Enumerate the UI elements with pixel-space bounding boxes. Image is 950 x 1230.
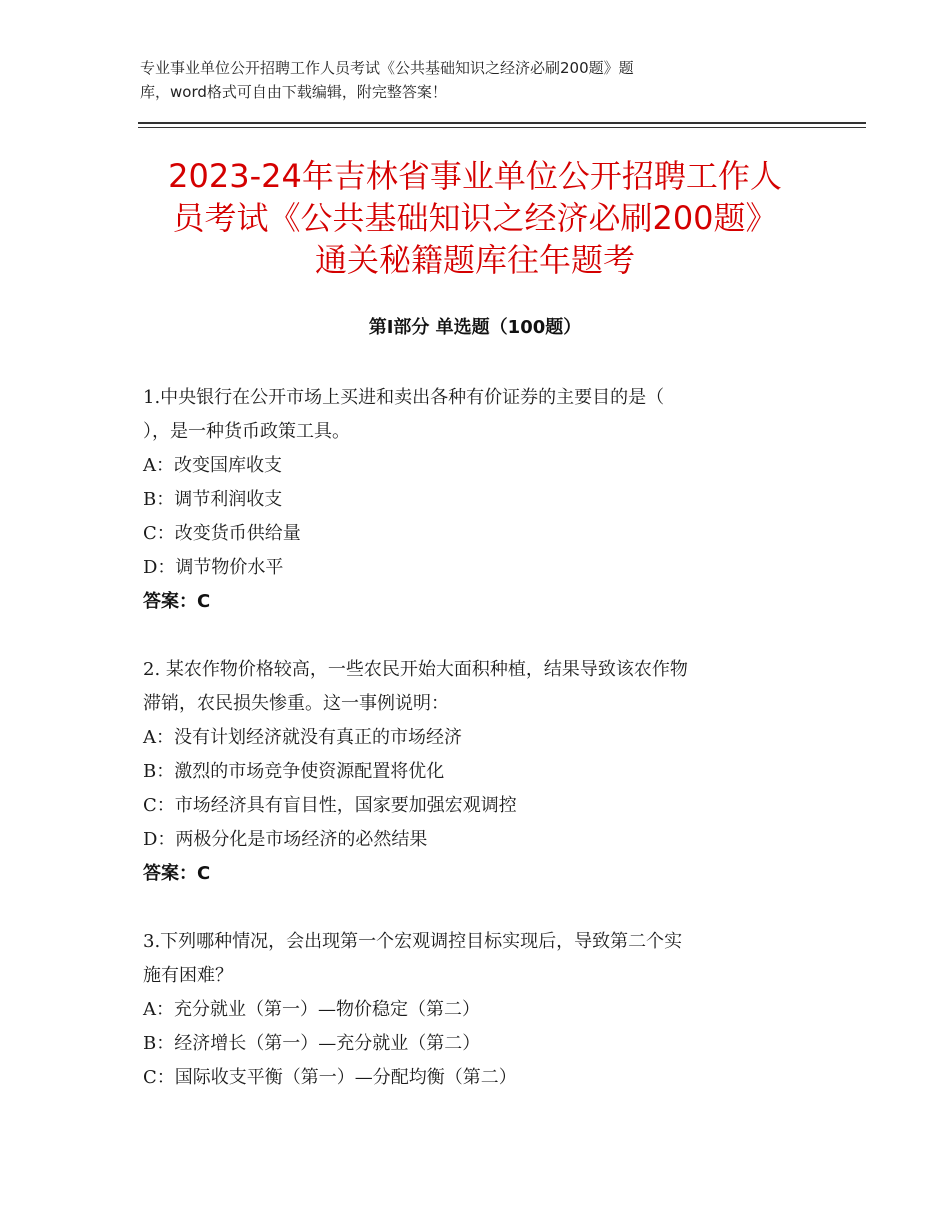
option-b: B：经济增长（第一）—充分就业（第二） <box>143 1033 481 1054</box>
option-a: A：充分就业（第一）—物价稳定（第二） <box>143 999 480 1020</box>
option-c: C：国际收支平衡（第一）—分配均衡（第二） <box>143 1067 517 1088</box>
document-title <box>120 155 830 281</box>
question-spacer <box>143 891 823 925</box>
question-1 <box>143 381 823 619</box>
question-stem-line: 3.下列哪种情况，会出现第一个宏观调控目标实现后，导致第二个实 <box>143 931 683 952</box>
header-note-line-1: 专业事业单位公开招聘工作人员考试《公共基础知识之经济必刷200题》题 <box>140 59 634 77</box>
question-stem-line: 滞销，农民损失惨重。这一事例说明： <box>143 693 449 714</box>
header-divider-thick <box>138 122 866 124</box>
question-stem-line: 施有困难？ <box>143 965 233 986</box>
question-stem-line: ），是一种货币政策工具。 <box>143 421 350 442</box>
option-d: D：两极分化是市场经济的必然结果 <box>143 829 428 850</box>
question-3 <box>143 925 823 1095</box>
option-c: C：市场经济具有盲目性，国家要加强宏观调控 <box>143 795 517 816</box>
question-spacer <box>143 619 823 653</box>
title-line-3: 通关秘籍题库往年题考 <box>314 241 635 279</box>
option-b: B：调节利润收支 <box>143 489 283 510</box>
header-divider-thin <box>138 127 866 128</box>
question-stem-line: 2. 某农作物价格较高，一些农民开始大面积种植，结果导致该农作物 <box>143 659 688 680</box>
option-b: B：激烈的市场竞争使资源配置将优化 <box>143 761 445 782</box>
title-line-1: 2023-24年吉林省事业单位公开招聘工作人 <box>168 157 782 195</box>
option-c: C：改变货币供给量 <box>143 523 301 544</box>
option-a: A：改变国库收支 <box>143 455 282 476</box>
question-stem-line: 1.中央银行在公开市场上买进和卖出各种有价证券的主要目的是（ <box>143 387 665 408</box>
header-note-line-2: 库，word格式可自由下载编辑，附完整答案！ <box>140 83 447 101</box>
option-a: A：没有计划经济就没有真正的市场经济 <box>143 727 462 748</box>
option-d: D：调节物价水平 <box>143 557 284 578</box>
section-title: 第Ⅰ部分 单选题（100题） <box>368 317 582 338</box>
header-note <box>140 56 780 104</box>
question-2 <box>143 653 823 891</box>
question-list <box>143 381 823 1095</box>
title-line-2: 员考试《公共基础知识之经济必刷200题》 <box>172 199 778 237</box>
answer-label: 答案：C <box>143 591 211 612</box>
answer-label: 答案：C <box>143 863 211 884</box>
